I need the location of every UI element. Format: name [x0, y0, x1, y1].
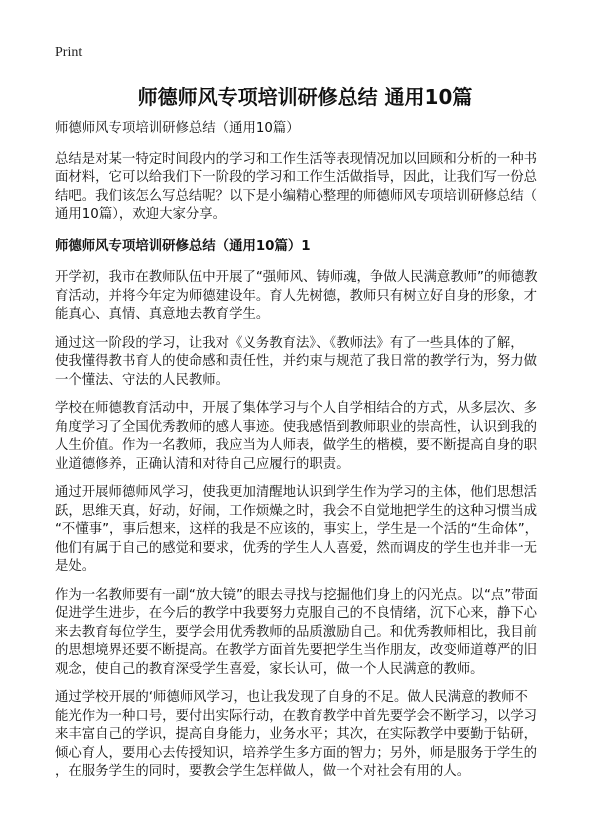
- text-line: 面材料，它可以给我们下一阶段的学习和工作生活做指导，因此，让我们写一份总: [55, 170, 538, 185]
- document-subtitle: 师德师风专项培训研修总结（通用10篇）: [55, 121, 300, 136]
- body-paragraph: [55, 484, 555, 577]
- text-line: 促进学生进步，在今后的教学中我要努力克服自己的不良情绪，沉下心来，静下心: [55, 606, 538, 621]
- document-title: 师德师风专项培训研修总结 通用10篇: [137, 85, 473, 109]
- text-line: 结吧。我们该怎么写总结呢？以下是小编精心整理的师德师风专项培训研修总结（: [55, 188, 538, 204]
- text-line: “不懂事”，事后想来，这样的我是不应该的，事实上，学生是一个活的“生命体”，: [55, 522, 539, 537]
- body-paragraph: [55, 400, 555, 474]
- text-line: 育活动，并将今年定为师德建设年。育人先树德，教师只有树立好自身的形象，才: [55, 288, 538, 304]
- body-paragraph: [55, 587, 555, 680]
- text-line: 是处。: [55, 559, 96, 574]
- text-line: 的思想境界还要不断提高。在教学方面首先要把学生当作朋友，改变师道尊严的旧: [55, 643, 538, 658]
- text-line: 通过这一阶段的学习，让我对《义务教育法》、《教师法》有了一些具体的了解，: [55, 335, 524, 351]
- text-line: 一个懂法、守法的人民教师。: [55, 372, 230, 388]
- text-line: ，在服务学生的同时，要教会学生怎样做人，做一个对社会有用的人。: [55, 764, 471, 779]
- text-line: 跃，思维天真，好动，好闹，工作烦燥之时，我会不自觉地把学生的这种习惯当成: [55, 503, 538, 519]
- text-line: 学校在师德教育活动中，开展了集体学习与个人自学相结合的方式，从多层次、多: [55, 401, 538, 416]
- text-line: 来去教育每位学生，要学会用优秀教师的品质激励自己。和优秀教师相比，我目前: [55, 624, 538, 640]
- text-line: 通过学校开展的‘师德师风学习，也让我发现了自身的不足。做人民满意的教师不: [55, 690, 528, 705]
- text-line: 他们有属于自己的感觉和要求，优秀的学生人人喜爱，然而调皮的学生也并非一无: [55, 540, 538, 556]
- text-line: 作为一名教师要有一副“放大镜”的眼去寻找与挖掘他们身上的闪光点。以“点”带面: [55, 587, 539, 603]
- text-line: 能光作为一种口号，要付出实际行动，在教育教学中首先要学会不断学习，以学习: [55, 708, 538, 724]
- intro-paragraph: [55, 151, 555, 225]
- text-line: 通过开展师德师风学习，使我更加清醒地认识到学生作为学习的主体，他们思想活: [55, 485, 538, 500]
- text-line: 总结是对某一特定时间段内的学习和工作生活等表现情况加以回顾和分析的一种书: [55, 151, 538, 167]
- text-line: 能真心、真情、真意地去教育学生。: [55, 307, 270, 322]
- text-line: 使我懂得教书育人的使命感和责任性，并约束与规范了我日常的教学行为，努力做: [55, 354, 538, 369]
- section-heading: 师德师风专项培训研修总结（通用10篇）1: [55, 238, 311, 254]
- text-line: 业道德修养，正确认清和对待自己应履行的职责。: [55, 456, 350, 472]
- body-paragraphs: [55, 269, 555, 782]
- text-line: 观念，使自己的教育深受学生喜爱，家长认可，做一个人民满意的教师。: [55, 661, 484, 677]
- text-line: 倾心育人，要用心去传授知识，培养学生多方面的智力；另外，师是服务于学生的: [55, 745, 538, 761]
- document-page: [55, 44, 555, 792]
- text-line: 来丰富自己的学识，提高自身能力，业务水平；其次，在实际教学中要勤于钻研，: [55, 727, 538, 742]
- body-paragraph: [55, 335, 555, 391]
- text-line: 人生价值。作为一名教师，我应当为人师表，做学生的楷模，要不断提高自身的职: [55, 438, 538, 453]
- text-line: 开学初，我市在教师队伍中开展了“强师风、铸师魂，争做人民满意教师”的师德教: [55, 270, 538, 285]
- body-paragraph: [55, 689, 555, 782]
- text-line: 通用10篇），欢迎大家分享。: [55, 207, 227, 222]
- print-link[interactable]: Print: [55, 45, 83, 60]
- body-paragraph: [55, 269, 555, 325]
- text-line: 角度学习了全国优秀教师的感人事迹。使我感悟到教师职业的崇高性，认识到我的: [55, 419, 538, 435]
